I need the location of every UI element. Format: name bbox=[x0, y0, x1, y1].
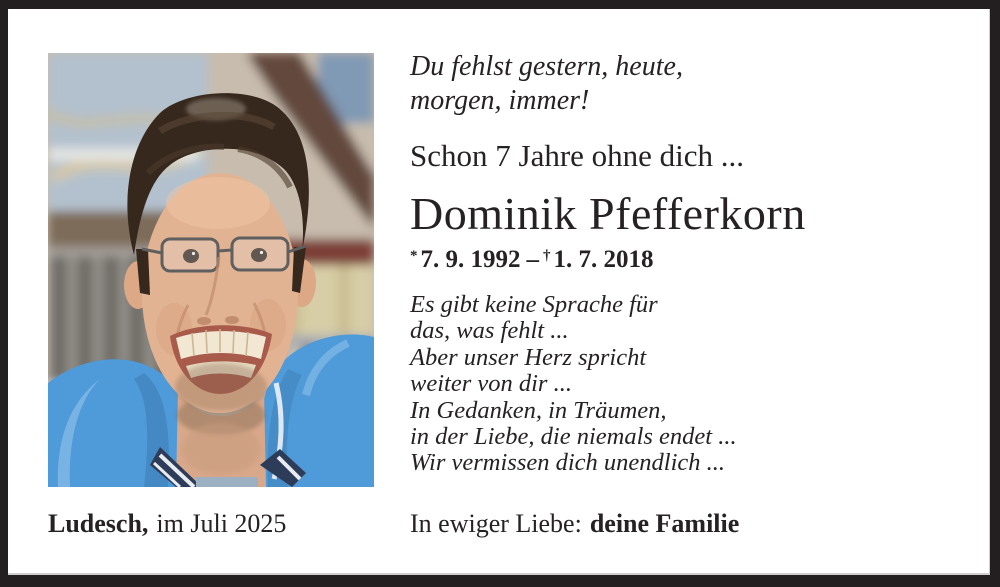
portrait-photo bbox=[48, 53, 374, 487]
life-dates bbox=[410, 246, 982, 274]
epigraph-line-2: morgen, immer! bbox=[410, 85, 590, 116]
closing-names: deine Familie bbox=[589, 509, 740, 538]
place-name: Ludesch, bbox=[48, 509, 149, 538]
anniversary-line: Schon 7 Jahre ohne dich ... bbox=[410, 138, 745, 173]
epigraph-line-1: Du fehlst gestern, heute, bbox=[410, 51, 683, 82]
poem-line: Aber unser Herz spricht bbox=[410, 343, 647, 371]
poem-line: weiter von dir ... bbox=[410, 370, 572, 398]
closing-line bbox=[410, 509, 739, 539]
death-symbol: † bbox=[543, 247, 551, 264]
poem-line: Wir vermissen dich unendlich ... bbox=[410, 449, 726, 477]
closing-prefix: In ewiger Liebe: bbox=[410, 509, 582, 538]
dates-separator: – bbox=[526, 246, 539, 273]
deceased-name: Dominik Pfefferkorn bbox=[410, 188, 806, 239]
death-date: 1. 7. 2018 bbox=[553, 246, 654, 273]
epigraph bbox=[410, 50, 982, 118]
memorial-poem bbox=[410, 292, 982, 477]
portrait-illustration bbox=[48, 53, 374, 487]
month-year: im Juli 2025 bbox=[156, 509, 287, 538]
birth-date: 7. 9. 1992 bbox=[420, 246, 521, 273]
poem-line: Es gibt keine Sprache für bbox=[410, 291, 658, 318]
poem-line: in der Liebe, die niemals endet ... bbox=[410, 423, 737, 451]
poem-line: das, was fehlt ... bbox=[410, 317, 569, 345]
place-and-date bbox=[48, 509, 286, 539]
poem-line: In Gedanken, in Träumen, bbox=[410, 396, 667, 424]
birth-symbol: * bbox=[410, 247, 418, 264]
photo-smile bbox=[170, 325, 272, 411]
